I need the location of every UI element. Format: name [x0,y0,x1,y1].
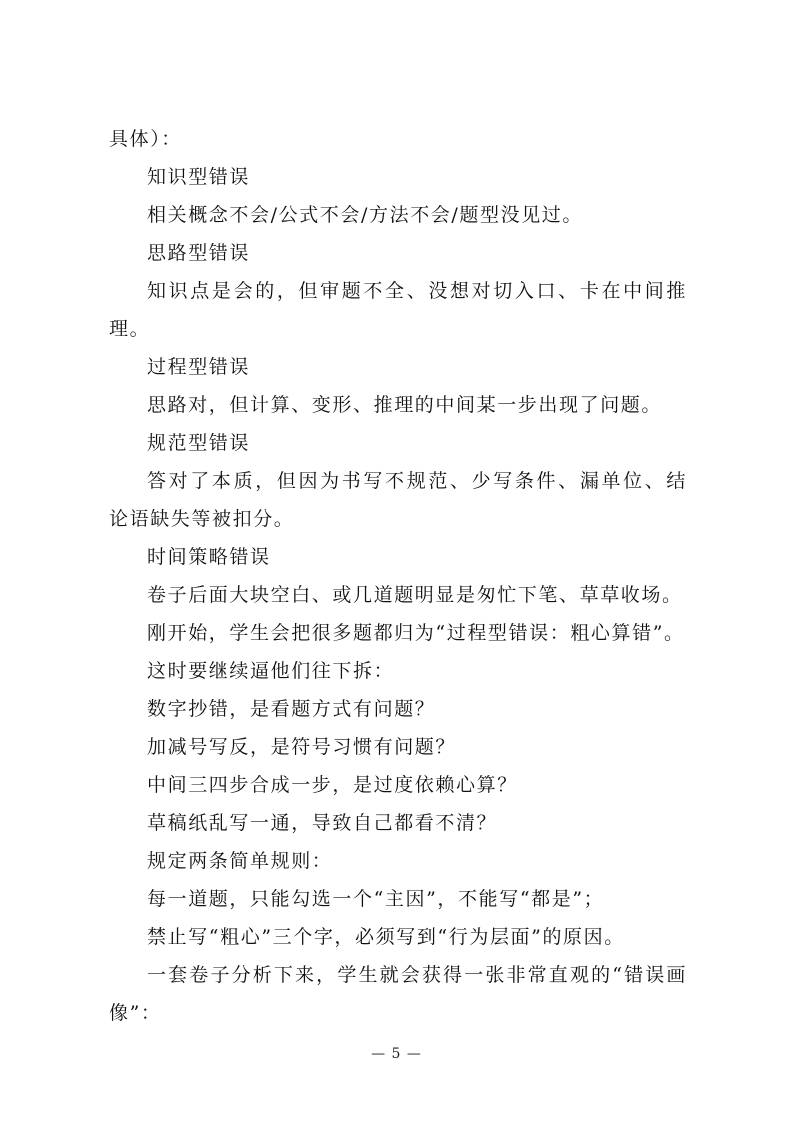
heading-process-error: 过程型错误 [147,356,251,378]
text-line: 加减号写反，是符号习惯有问题？ [147,736,457,758]
text-line: 刚开始，学生会把很多题都归为“过程型错误：粗心算错”。 [147,622,685,644]
text-line: 答对了本质，但因为书写不规范、少写条件、漏单位、结 [147,470,687,492]
text-line: 具体）： [109,128,182,150]
heading-thinking-error: 思路型错误 [147,242,251,264]
text-line: 相关概念不会/公式不会/方法不会/题型没见过。 [147,204,584,226]
heading-standard-error: 规范型错误 [147,432,251,454]
text-line: 规定两条简单规则： [147,850,333,872]
text-line: 草稿纸乱写一通，导致自己都看不清？ [147,812,498,834]
heading-knowledge-error: 知识型错误 [147,166,251,188]
text-line: 数字抄错，是看题方式有问题？ [147,698,436,720]
text-line: 禁止写“粗心”三个字，必须写到“行为层面”的原因。 [147,926,625,948]
page-number: — 5 — [371,1046,422,1062]
heading-time-strategy-error: 时间策略错误 [147,546,271,568]
text-line: 知识点是会的，但审题不全、没想对切入口、卡在中间推 [147,280,687,302]
text-line: 论语缺失等被扣分。 [109,508,295,530]
text-line: 每一道题，只能勾选一个“主因”，不能写“都是”； [147,888,605,910]
text-line: 中间三四步合成一步，是过度依赖心算？ [147,774,518,796]
text-line: 一套卷子分析下来，学生就会获得一张非常直观的“错误画 [147,964,687,986]
body-text [109,120,687,1032]
text-line: 这时要继续逼他们往下拆： [147,660,395,682]
text-line: 理。 [109,318,151,340]
text-line: 卷子后面大块空白、或几道题明显是匆忙下笔、草草收场。 [147,584,683,606]
text-line: 像”： [109,1002,162,1024]
text-line: 思路对，但计算、变形、推理的中间某一步出现了问题。 [147,394,663,416]
